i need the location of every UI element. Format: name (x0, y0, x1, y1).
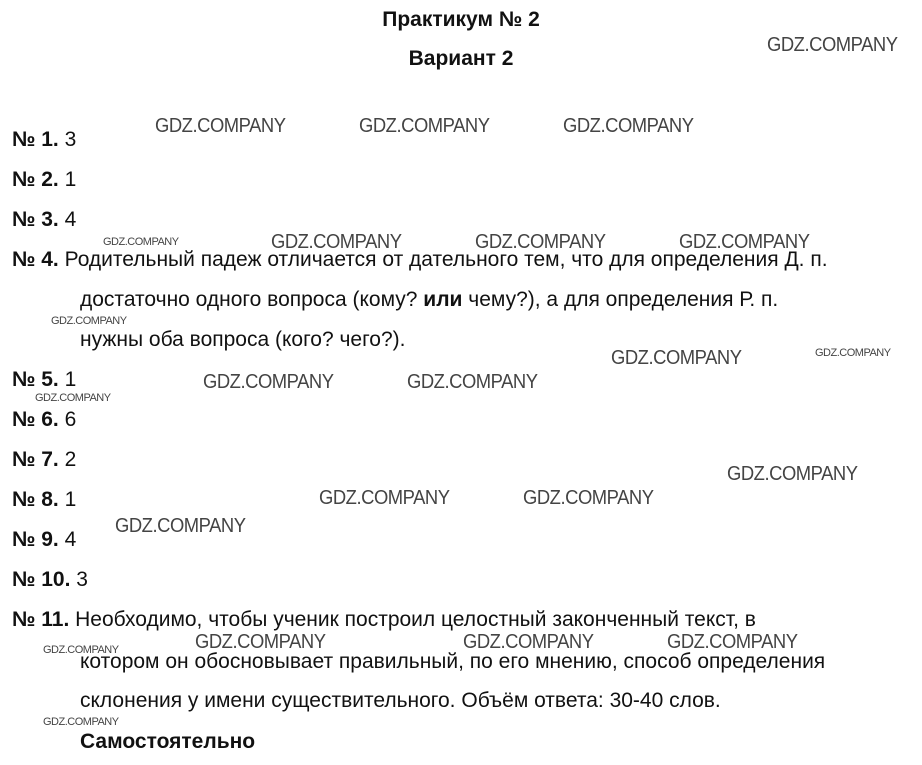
answer-8 (12, 488, 76, 512)
answer-2 (12, 168, 76, 192)
answer-text: 2 (64, 448, 77, 471)
watermark: GDZ.COMPANY (51, 315, 127, 327)
answer-text: 1 (64, 168, 77, 191)
answer-text: 1 (64, 488, 77, 511)
page-title: Практикум № 2 (382, 8, 540, 31)
answer-text: 4 (64, 208, 77, 231)
watermark: GDZ.COMPANY (155, 115, 286, 137)
variant-title: Вариант 2 (408, 47, 514, 70)
answer-text: чему?), а для определения Р. п. (468, 288, 779, 311)
answer-10 (12, 568, 88, 592)
answer-9 (12, 528, 76, 552)
answer-number: № 4. (12, 248, 59, 271)
answer-number: № 7. (12, 448, 59, 471)
watermark: GDZ.COMPANY (271, 231, 402, 253)
answer-4-line-2 (80, 288, 778, 312)
watermark: GDZ.COMPANY (523, 487, 654, 509)
watermark: GDZ.COMPANY (667, 631, 798, 653)
watermark: GDZ.COMPANY (407, 371, 538, 393)
answer-3 (12, 208, 76, 232)
answer-text: Родительный падеж отличается от дательного тем, что для определения Д. п. (64, 248, 828, 271)
watermark: GDZ.COMPANY (319, 487, 450, 509)
watermark: GDZ.COMPANY (43, 716, 119, 728)
watermark: GDZ.COMPANY (611, 347, 742, 369)
answer-text: Необходимо, чтобы ученик построил целостный законченный текст, в (75, 608, 756, 631)
answer-1 (12, 128, 76, 152)
watermark: GDZ.COMPANY (767, 34, 898, 56)
answer-6 (12, 408, 76, 432)
answer-bold-word: или (423, 288, 463, 311)
watermark: GDZ.COMPANY (203, 371, 334, 393)
answer-11-line-2: котором он обосновывает правильный, по его мнению, способ определения (80, 650, 826, 673)
watermark: GDZ.COMPANY (815, 347, 891, 359)
answer-text: достаточно одного вопроса (кому? (80, 288, 418, 311)
answer-number: № 11. (12, 608, 70, 631)
answer-number: № 1. (12, 128, 59, 151)
answer-number: № 8. (12, 488, 59, 511)
watermark: GDZ.COMPANY (115, 515, 246, 537)
watermark: GDZ.COMPANY (195, 631, 326, 653)
answer-11 (12, 608, 756, 632)
watermark: GDZ.COMPANY (103, 236, 179, 248)
watermark: GDZ.COMPANY (679, 231, 810, 253)
answer-11-line-4: Самостоятельно (80, 730, 256, 753)
answer-number: № 9. (12, 528, 59, 551)
answer-4-line-3: нужны оба вопроса (кого? чего?). (80, 328, 406, 351)
answer-text: 6 (64, 408, 77, 431)
watermark: GDZ.COMPANY (35, 392, 111, 404)
answer-5 (12, 368, 76, 392)
watermark: GDZ.COMPANY (475, 231, 606, 253)
answer-number: № 6. (12, 408, 59, 431)
answer-text: 3 (76, 568, 88, 591)
answer-number: № 3. (12, 208, 59, 231)
answer-text: 3 (64, 128, 77, 151)
answer-text: 1 (64, 368, 77, 391)
watermark: GDZ.COMPANY (463, 631, 594, 653)
watermark: GDZ.COMPANY (727, 463, 858, 485)
watermark: GDZ.COMPANY (563, 115, 694, 137)
answer-11-line-3: склонения у имени существительного. Объём ответа: 30-40 слов. (80, 689, 721, 712)
answer-number: № 10. (12, 568, 71, 591)
answer-number: № 2. (12, 168, 59, 191)
answer-7 (12, 448, 76, 472)
watermark: GDZ.COMPANY (359, 115, 490, 137)
watermark: GDZ.COMPANY (43, 644, 119, 656)
answer-number: № 5. (12, 368, 59, 391)
answer-text: 4 (64, 528, 77, 551)
